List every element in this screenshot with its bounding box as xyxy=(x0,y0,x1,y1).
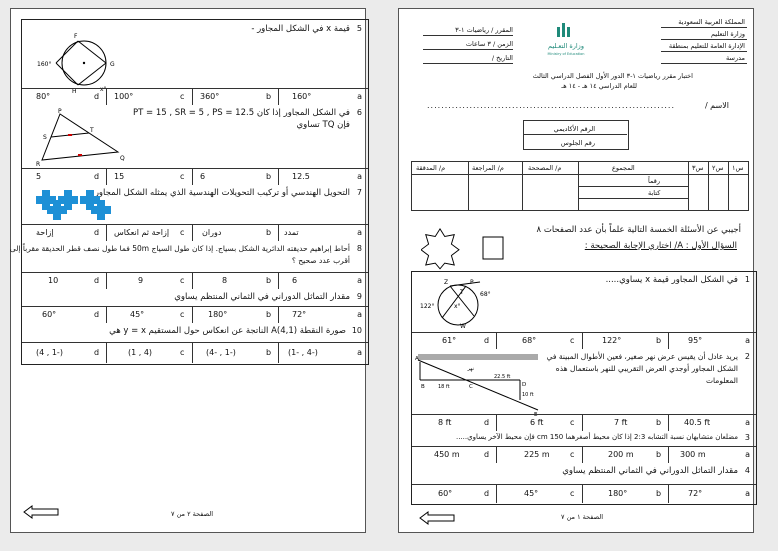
q3-opt-c-letter: c xyxy=(570,450,575,459)
q4-opt-d-letter: d xyxy=(484,489,490,498)
q1-label-w: W xyxy=(460,323,466,330)
q8-opt-d-letter: d xyxy=(94,276,100,285)
page-1-footer: الصفحة ١ من ٧ xyxy=(561,513,604,521)
q9-opt-b-letter: b xyxy=(266,310,272,319)
q2-opt-d[interactable]: 8 ft xyxy=(438,418,452,427)
section-title: السؤال الأول : A/ اختاري الإجابة الصحيحة : xyxy=(584,241,737,251)
q1-opt-b-letter: b xyxy=(656,336,662,345)
q7-options-row xyxy=(22,224,368,241)
q9-opt-a[interactable]: 72° xyxy=(292,310,307,319)
grades-col-2: س٢ xyxy=(712,164,724,172)
q3-opt-d[interactable]: 450 m xyxy=(434,450,460,459)
q5-opt-b[interactable]: 360° xyxy=(200,92,220,101)
q4-opt-b[interactable]: 180° xyxy=(608,489,628,498)
questions-block xyxy=(9,19,369,365)
logo-text-en: Ministry of Education xyxy=(547,52,585,56)
grades-col-3: س٣ xyxy=(692,164,704,172)
right-questions-block xyxy=(411,271,757,505)
q1-opt-c[interactable]: 68° xyxy=(522,336,537,345)
q8-opt-d[interactable]: 10 xyxy=(48,276,59,285)
header-directorate: الإدارة العامة للتعليم بمنطقة xyxy=(668,42,745,50)
q8-text: أحاط إبراهيم حديقته الدائرية الشكل بسياج. إذا كان طول السياج 50m فما طول نصف قطر الحديقة مقرباً إلى xyxy=(9,244,350,253)
q1-label-x: x° xyxy=(454,303,461,310)
exam-page-2 xyxy=(10,8,366,533)
grades-row-numbers: رقماً xyxy=(648,177,660,185)
q6-opt-a-letter: a xyxy=(357,172,362,181)
q9-text: مقدار التماثل الدوراني في الثماني المنتظم يساوي xyxy=(174,292,350,302)
q1-opt-c-letter: c xyxy=(570,336,575,345)
exam-title: اختبار مقرر رياضيات ١-٣ الدور الأول الفصل الدراسي الثالث xyxy=(532,72,693,80)
q2-label-c: C xyxy=(469,384,473,390)
q5-label-x: x° xyxy=(100,86,107,93)
q7-opt-d[interactable]: إزاحة xyxy=(36,228,54,237)
q6-opt-c[interactable]: 15 xyxy=(114,172,125,181)
q7-opt-c-letter: c xyxy=(180,228,185,237)
q1-text: في الشكل المجاور قيمة x يساوي..... xyxy=(605,275,738,285)
q2-text: يريد عادل أن يقيس عرض نهر صغير، فعين الأطوال المبينة في xyxy=(546,352,738,361)
q10-text: صورة النقطة A(4,1) الناتجة عن انعكاس حول المستقيم y = x هي xyxy=(109,326,346,336)
q5-label-g: G xyxy=(110,61,115,68)
q1-label-p: P xyxy=(470,279,474,286)
q5-options-row xyxy=(22,88,368,105)
exam-page-1 xyxy=(398,8,754,533)
q8-opt-a-letter: a xyxy=(357,276,362,285)
q7-opt-c[interactable]: إزاحة ثم انعكاس xyxy=(114,228,170,237)
q8-opt-b[interactable]: 8 xyxy=(222,276,228,285)
q9-opt-c[interactable]: 45° xyxy=(130,310,145,319)
q4-options-row xyxy=(412,484,756,503)
q6-label-p: P xyxy=(58,108,62,115)
q2-label-e: E xyxy=(534,412,538,416)
q5-number: 5 xyxy=(356,24,362,33)
q5-opt-c[interactable]: 100° xyxy=(114,92,134,101)
q5-label-f: F xyxy=(74,33,78,40)
q1-opt-d[interactable]: 61° xyxy=(442,336,457,345)
q10-opt-c-letter: c xyxy=(180,348,185,357)
q5-text: قيمة x في الشكل المجاور - xyxy=(251,24,350,34)
grades-col-total: المجموع xyxy=(612,164,635,172)
q2-label-225: 22.5 ft xyxy=(494,374,511,380)
header-kingdom: المملكة العربية السعودية xyxy=(678,18,745,26)
q2-text-3: المعلومات xyxy=(705,376,738,385)
q6-opt-d[interactable]: 5 xyxy=(36,172,42,181)
q2-options-row xyxy=(412,414,756,431)
student-seat-label: رقم الجلوس xyxy=(560,139,595,147)
q4-number: 4 xyxy=(744,466,750,475)
q1-options-row xyxy=(412,332,756,349)
q9-opt-b[interactable]: 180° xyxy=(208,310,228,319)
q6-text-2: فإن TQ تساوي xyxy=(296,120,350,130)
grades-col-reviewer: م/ المراجعة xyxy=(472,164,504,172)
q4-opt-a-letter: a xyxy=(745,489,750,498)
header-time: الزمن / ٣ ساعات xyxy=(465,40,513,48)
grades-col-corrector: م/ المصححة xyxy=(528,164,562,172)
q7-shapes-figure xyxy=(36,188,120,220)
q10-opt-d-letter: d xyxy=(94,348,100,357)
q9-opt-d-letter: d xyxy=(94,310,100,319)
q6-triangle-figure xyxy=(34,106,134,168)
q6-opt-c-letter: c xyxy=(180,172,185,181)
header-date: التاريخ / xyxy=(491,54,513,62)
student-academic-label: الرقم الأكاديمي xyxy=(553,125,595,133)
q8-opt-c-letter: c xyxy=(180,276,185,285)
q8-opt-c[interactable]: 9 xyxy=(138,276,144,285)
q5-opt-b-letter: b xyxy=(266,92,272,101)
q6-options-row xyxy=(22,168,368,185)
q2-label-b: B xyxy=(421,384,425,390)
q4-opt-c-letter: c xyxy=(570,489,575,498)
q3-text: مضلعان متشابهان نسبة التشابه 2:3 إذا كان محيط أصغرهما 150 cm فإن محيط الآخر يساوي..... xyxy=(456,433,738,441)
q8-number: 8 xyxy=(356,244,362,253)
q2-number: 2 xyxy=(744,352,750,361)
grades-table xyxy=(411,161,749,211)
student-name-label: الاسم / xyxy=(704,101,729,110)
q6-opt-b[interactable]: 6 xyxy=(200,172,206,181)
q2-opt-c-letter: c xyxy=(570,418,575,427)
q3-opt-a-letter: a xyxy=(745,450,750,459)
q2-label-d: D xyxy=(522,382,527,388)
q6-opt-a[interactable]: 12.5 xyxy=(292,172,310,181)
q5-opt-a-letter: a xyxy=(357,92,362,101)
q7-number: 7 xyxy=(356,188,362,197)
q2-opt-a-letter: a xyxy=(745,418,750,427)
exam-year: للعام الدراسي ١٤ هـ - ١٤ هـ xyxy=(561,82,637,90)
q3-opt-d-letter: d xyxy=(484,450,490,459)
q2-opt-c[interactable]: 6 ft xyxy=(530,418,544,427)
prev-page-arrow-icon[interactable] xyxy=(23,505,59,519)
q6-opt-d-letter: d xyxy=(94,172,100,181)
q2-label-10: 10 ft xyxy=(522,392,534,398)
q5-opt-c-letter: c xyxy=(180,92,185,101)
q2-label-river: نهر xyxy=(467,366,474,372)
q8-opt-a[interactable]: 6 xyxy=(292,276,298,285)
q7-opt-b-letter: b xyxy=(266,228,272,237)
q6-label-q: Q xyxy=(120,155,125,162)
logo-text: وزارة التعـليم xyxy=(548,42,584,50)
q1-circle-figure xyxy=(420,276,500,334)
q5-opt-d-letter: d xyxy=(94,92,100,101)
q1-number: 1 xyxy=(744,275,750,284)
q3-options-row xyxy=(412,446,756,463)
q4-opt-b-letter: b xyxy=(656,489,662,498)
q10-opt-b[interactable]: (4- , 1-) xyxy=(206,348,236,357)
q1-label-68: 68° xyxy=(480,291,491,298)
next-page-arrow-icon[interactable] xyxy=(419,511,455,525)
q5-opt-d[interactable]: 80° xyxy=(36,92,51,101)
grades-col-auditor: م/ المدققة xyxy=(416,164,446,172)
q10-opt-a-letter: a xyxy=(357,348,362,357)
q5-label-angle: 160° xyxy=(37,61,52,68)
score-star-and-box xyxy=(421,227,511,271)
q2-label-a: A xyxy=(415,356,419,362)
q2-river-figure xyxy=(414,350,544,416)
q7-opt-a-letter: a xyxy=(357,228,362,237)
q3-opt-a[interactable]: 300 m xyxy=(680,450,706,459)
q5-circle-figure xyxy=(36,32,126,94)
q10-options-row xyxy=(22,342,368,363)
grades-row-words: كتابة xyxy=(648,189,661,197)
q8-opt-b-letter: b xyxy=(266,276,272,285)
q5-opt-a[interactable]: 160° xyxy=(292,92,312,101)
instruction-text: أجيبي عن الأسئلة الخمسة التالية علماً بأن عدد الصفحات ٨ xyxy=(536,225,741,235)
student-name-field[interactable]: ...................................................................... xyxy=(427,101,676,110)
q8-text-2: أقرب عدد صحيح ؟ xyxy=(291,256,350,265)
q4-opt-c[interactable]: 45° xyxy=(524,489,539,498)
q6-label-r: R xyxy=(36,161,41,168)
q9-options-row xyxy=(22,306,368,323)
q6-text: في الشكل المجاور إذا كان PT = 15 , SR = 5 , PS = 12.5 xyxy=(133,108,350,118)
q6-number: 6 xyxy=(356,108,362,117)
q2-opt-b[interactable]: 7 ft xyxy=(614,418,628,427)
q7-text: التحويل الهندسي أو تركيب التحويلات الهندسية الذي يمثله الشكل المجاور xyxy=(94,188,350,198)
q2-opt-d-letter: d xyxy=(484,418,490,427)
q10-opt-c[interactable]: (1 , 4) xyxy=(128,348,153,357)
q7-opt-a[interactable]: تمدد xyxy=(284,228,299,237)
q1-opt-d-letter: d xyxy=(484,336,490,345)
q9-number: 9 xyxy=(356,292,362,301)
q3-number: 3 xyxy=(744,433,750,442)
header-course: المقرر / رياضيات ١-٣ xyxy=(455,26,513,34)
q10-opt-d[interactable]: (4 , 1-) xyxy=(36,348,63,357)
q1-label-t: T xyxy=(460,289,464,296)
grades-col-1: س١ xyxy=(732,164,744,172)
student-id-box[interactable] xyxy=(523,120,629,150)
header-ministry: وزارة التعليم xyxy=(710,30,745,38)
q3-opt-c[interactable]: 225 m xyxy=(524,450,550,459)
q6-opt-b-letter: b xyxy=(266,172,272,181)
q3-opt-b-letter: b xyxy=(656,450,662,459)
q2-opt-b-letter: b xyxy=(656,418,662,427)
q4-text: مقدار التماثل الدوراني في الثماني المنتظم يساوي xyxy=(562,466,738,476)
q7-opt-b[interactable]: دوران xyxy=(202,228,222,237)
q7-opt-d-letter: d xyxy=(94,228,100,237)
q2-label-18: 18 ft xyxy=(438,384,450,390)
q1-opt-b[interactable]: 122° xyxy=(602,336,622,345)
q1-label-z: Z xyxy=(444,279,449,286)
q1-opt-a-letter: a xyxy=(745,336,750,345)
ministry-logo xyxy=(535,21,597,61)
q1-label-122: 122° xyxy=(420,303,435,310)
q3-opt-b[interactable]: 200 m xyxy=(608,450,634,459)
q4-opt-a[interactable]: 72° xyxy=(688,489,703,498)
q8-options-row xyxy=(22,272,368,289)
page-2-footer: الصفحة ٢ من ٧ xyxy=(171,510,214,518)
q10-opt-b-letter: b xyxy=(266,348,272,357)
q5-label-h: H xyxy=(72,88,77,94)
q4-opt-d[interactable]: 60° xyxy=(438,489,453,498)
q2-opt-a[interactable]: 40.5 ft xyxy=(684,418,711,427)
q6-label-t: T xyxy=(90,127,94,134)
q10-opt-a[interactable]: (1- , 4-) xyxy=(288,348,318,357)
q9-opt-a-letter: a xyxy=(357,310,362,319)
q1-opt-a[interactable]: 95° xyxy=(688,336,703,345)
q9-opt-d[interactable]: 60° xyxy=(42,310,57,319)
header-school: مدرسة xyxy=(726,54,745,62)
q2-text-2: الشكل المجاور أوجدي العرض التقريبي للنهر باستعمال هذه xyxy=(555,364,738,373)
q10-number: 10 xyxy=(351,326,362,335)
q9-opt-c-letter: c xyxy=(180,310,185,319)
q6-label-s: S xyxy=(43,134,47,141)
